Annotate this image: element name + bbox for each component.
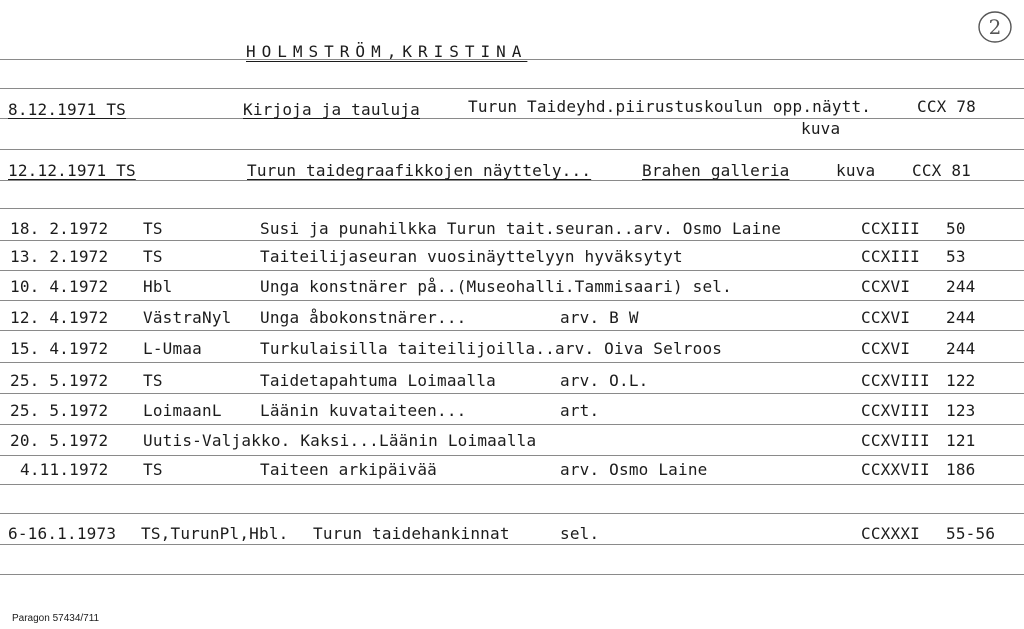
entry-kind: kuva <box>836 161 876 180</box>
entry-date: 12.12.1971 TS <box>8 161 136 180</box>
rule-line <box>0 330 1024 331</box>
rule-line <box>0 544 1024 545</box>
row-paper: TS <box>143 219 163 238</box>
row-volume: CCXVIII <box>861 431 930 450</box>
row-date: 15. 4.1972 <box>10 339 109 358</box>
card-header-name: HOLMSTRÖM,KRISTINA <box>246 42 528 61</box>
rule-line <box>0 300 1024 301</box>
row-page: 244 <box>946 308 976 327</box>
last-entry-page: 55-56 <box>946 524 996 543</box>
row-text: Taiteen arkipäivää <box>260 460 437 479</box>
entry-title: Turun taidegraafikkojen näyttely... <box>247 161 592 180</box>
row-page: 244 <box>946 277 976 296</box>
row-paper: TS <box>143 460 163 479</box>
row-text: Taiteilijaseuran vuosinäyttelyyn hyväksytyt <box>260 247 683 266</box>
entry-ref: CCX 81 <box>912 161 971 180</box>
row-volume: CCXVI <box>861 277 911 296</box>
row-page: 50 <box>946 219 966 238</box>
last-entry-date: 6-16.1.1973 <box>8 524 117 543</box>
rule-line <box>0 180 1024 181</box>
row-page: 186 <box>946 460 976 479</box>
row-volume: CCXVI <box>861 308 911 327</box>
rule-line <box>0 208 1024 209</box>
row-note: art. <box>560 401 600 420</box>
rule-line <box>0 270 1024 271</box>
rule-line <box>0 455 1024 456</box>
row-date: 10. 4.1972 <box>10 277 109 296</box>
entry-date: 8.12.1971 TS <box>8 100 126 119</box>
row-volume: CCXIII <box>861 219 920 238</box>
last-entry-papers: TS,TurunPl,Hbl. <box>141 524 289 543</box>
rule-line <box>0 424 1024 425</box>
rule-line <box>0 362 1024 363</box>
row-page: 53 <box>946 247 966 266</box>
row-text: Läänin kuvataiteen... <box>260 401 467 420</box>
row-page: 122 <box>946 371 976 390</box>
entry-title: Kirjoja ja tauluja <box>243 100 420 119</box>
row-page: 121 <box>946 431 976 450</box>
corner-number: 2 <box>988 15 1002 39</box>
rule-line <box>0 240 1024 241</box>
row-note: arv. Osmo Laine <box>560 460 708 479</box>
row-paper: VästraNyl <box>143 308 232 327</box>
last-entry-title: Turun taidehankinnat <box>313 524 510 543</box>
row-note: arv. B W <box>560 308 639 327</box>
rule-line <box>0 393 1024 394</box>
entry-ref: CCX 78 <box>917 97 976 116</box>
row-volume: CCXVI <box>861 339 911 358</box>
row-note: arv. O.L. <box>560 371 649 390</box>
rule-line <box>0 574 1024 575</box>
row-date: 18. 2.1972 <box>10 219 109 238</box>
row-page: 244 <box>946 339 976 358</box>
row-text: Unga åbokonstnärer... <box>260 308 467 327</box>
corner-number-circle <box>976 8 1014 46</box>
row-text: Taidetapahtuma Loimaalla <box>260 371 496 390</box>
entry-kind: kuva <box>801 119 841 138</box>
row-volume: CCXIII <box>861 247 920 266</box>
rule-line <box>0 118 1024 119</box>
row-text: Uutis-Valjakko. Kaksi...Läänin Loimaalla <box>143 431 537 450</box>
row-volume: CCXVIII <box>861 401 930 420</box>
row-paper: L-Umaa <box>143 339 202 358</box>
row-volume: CCXXVII <box>861 460 930 479</box>
rule-line <box>0 484 1024 485</box>
last-entry-note: sel. <box>560 524 600 543</box>
rule-line <box>0 149 1024 150</box>
card-footer-printmark: Paragon 57434/711 <box>12 613 100 624</box>
row-date: 12. 4.1972 <box>10 308 109 327</box>
row-date: 13. 2.1972 <box>10 247 109 266</box>
entry-venue: Brahen galleria <box>642 161 790 180</box>
row-date: 4.11.1972 <box>20 460 109 479</box>
row-text: Turkulaisilla taiteilijoilla..arv. Oiva Selroos <box>260 339 723 358</box>
row-paper: Hbl <box>143 277 173 296</box>
row-volume: CCXVIII <box>861 371 930 390</box>
rule-line <box>0 513 1024 514</box>
row-paper: LoimaanL <box>143 401 222 420</box>
row-text: Susi ja punahilkka Turun tait.seuran..arv. Osmo Laine <box>260 219 782 238</box>
row-text: Unga konstnärer på..(Museohalli.Tammisaari) sel. <box>260 277 732 296</box>
row-page: 123 <box>946 401 976 420</box>
last-entry-volume: CCXXXI <box>861 524 920 543</box>
row-date: 25. 5.1972 <box>10 401 109 420</box>
rule-line <box>0 88 1024 89</box>
row-paper: TS <box>143 247 163 266</box>
row-paper: TS <box>143 371 163 390</box>
entry-venue: Turun Taideyhd.piirustuskoulun opp.näytt. <box>468 97 872 116</box>
row-date: 20. 5.1972 <box>10 431 109 450</box>
row-date: 25. 5.1972 <box>10 371 109 390</box>
